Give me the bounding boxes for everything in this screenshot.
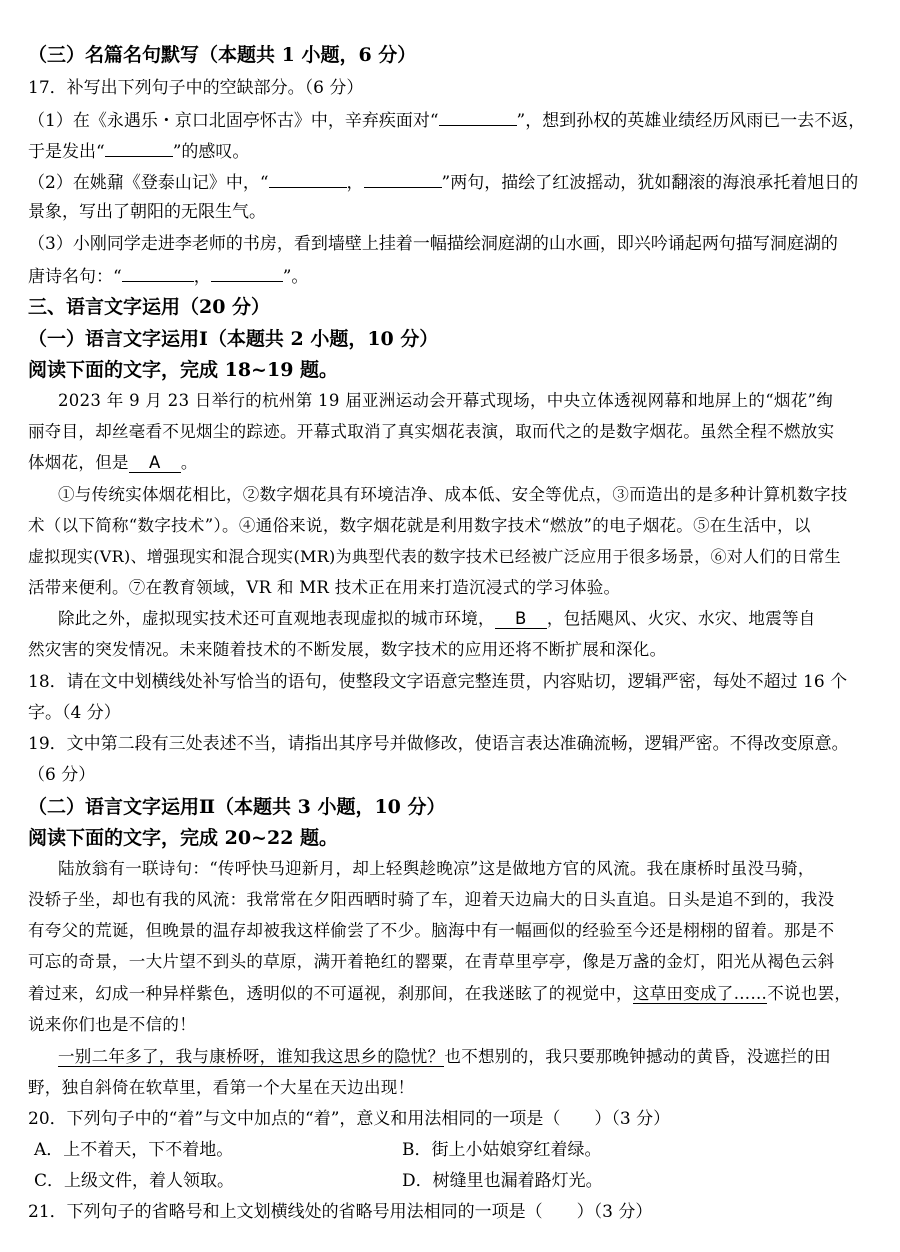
q19-line1: 19．文中第二段有三处表述不当，请指出其序号并做修改，使语言表达准确流畅，逻辑严密。不得改变原意。 [28, 734, 849, 754]
q17-p1-text-d: ”的感叹。 [172, 142, 250, 162]
q20-option-a[interactable]: A．上不着天，下不着地。 [34, 1140, 234, 1160]
q21-stem: 21．下列句子的省略号和上文划横线处的省略号用法相同的一项是（ ）（3 分） [28, 1202, 653, 1222]
q17-part2-line2: 景象，写出了朝阳的无限生气。 [28, 202, 266, 222]
passage2-line1: 陆放翁有一联诗句：“传呼快马迎新月，却上轻舆趁晚凉”这是做地方官的风流。我在康桥时虽没马骑， [58, 859, 815, 878]
underlined-phrase: 这草田变成了…… [632, 984, 768, 1003]
q17-p1-text-a: （1）在《永遇乐・京口北固亭怀古》中，辛弃疾面对“ [28, 111, 439, 131]
q17-p3-text-c: ”。 [282, 267, 309, 287]
q18-line2: 字。（4 分） [28, 703, 121, 723]
q17-p1-text-c: 于是发出“ [28, 142, 105, 162]
passage1-line7: 活带来便利。⑦在教育领域，VR 和 MR 技术正在用来打造沉浸式的学习体验。 [28, 578, 621, 597]
q17-p2-text-a: （2）在姚鼐《登泰山记》中，“ [28, 173, 269, 193]
passage2-line7 [58, 1049, 874, 1066]
passage1-line6: 虚拟现实(VR)、增强现实和混合现实(MR)为典型代表的数字技术已经被广泛应用于很多场景，⑥对人们的日常生 [28, 547, 841, 566]
reading-instruction-2: 阅读下面的文字，完成 20~22 题。 [28, 827, 339, 849]
passage2-line7-text: 也不想别的，我只要那晚钟撼动的黄昏，没遮拦的田 [444, 1047, 831, 1066]
answer-blank[interactable] [105, 142, 173, 157]
passage1-line4: ①与传统实体烟花相比，②数字烟花具有环境洁净、成本低、安全等优点，③而造出的是多种计算机数字技 [58, 485, 848, 504]
passage1-line2: 丽夺目，却丝毫看不见烟尘的踪迹。开幕式取消了真实烟花表演，取而代之的是数字烟花。虽然全程不燃放实 [28, 422, 835, 441]
passage2-line4: 可忘的奇景，一大片望不到头的草原，满开着艳红的罂粟，在青草里亭亭，像是万盏的金灯，阳光从褐色云斜 [28, 952, 835, 971]
section-heading-recitation: （三）名篇名句默写（本题共 1 小题，6 分） [28, 44, 417, 66]
q20-option-b[interactable]: B．街上小姑娘穿红着绿。 [402, 1140, 602, 1160]
q17-part1-line1 [28, 111, 874, 130]
passage2-line6: 说来你们也是不信的！ [28, 1015, 196, 1034]
passage1-line1: 2023 年 9 月 23 日举行的杭州第 19 届亚洲运动会开幕式现场，中央立体透视网幕和地屏上的“烟花”绚 [58, 391, 834, 410]
passage1-line3 [28, 455, 874, 473]
passage1-line8-end: ，包括飓风、火灾、水灾、地震等自 [546, 609, 816, 628]
passage1-line5: 术（以下简称“数字技术”）。④通俗来说，数字烟花就是利用数字技术“燃放”的电子烟花。⑤在生活中，以 [28, 516, 811, 535]
q17-part3-line2 [28, 267, 874, 286]
passage2-line8: 野，独自斜倚在软草里，看第一个大星在天边出现！ [28, 1078, 415, 1097]
q17-part3-line1: （3）小刚同学走进李老师的书房，看到墙壁上挂着一幅描绘洞庭湖的山水画，即兴吟诵起两句描写洞庭湖的 [28, 234, 838, 254]
passage1-line8 [58, 611, 874, 629]
subsection2-title: （二）语言文字运用Ⅱ（本题共 3 小题，10 分） [28, 796, 446, 818]
answer-blank[interactable] [364, 173, 442, 188]
answer-blank[interactable] [211, 267, 283, 282]
q20-stem: 20．下列句子中的“着”与文中加点的“着”，意义和用法相同的一项是（ ）（3 分） [28, 1109, 671, 1129]
q19-line2: （6 分） [28, 765, 96, 785]
part3-title: 三、语言文字运用（20 分） [28, 296, 271, 318]
passage1-line9: 然灾害的突发情况。未来随着技术的不断发展，数字技术的应用还将不断扩展和深化。 [28, 640, 667, 659]
passage2-line5 [28, 986, 874, 1003]
q17-p2-sep: ， [346, 173, 364, 193]
passage2-line5-end: 不说也罢， [767, 984, 852, 1003]
passage1-line3-text: 体烟花，但是 [28, 453, 129, 472]
passage1-line3-end: 。 [180, 453, 198, 472]
q17-p3-sep: ， [193, 267, 211, 287]
subsection1-title: （一）语言文字运用Ⅰ（本题共 2 小题，10 分） [28, 328, 439, 350]
q17-part2-line1 [28, 173, 874, 192]
q17-stem: 17．补写出下列句子中的空缺部分。（6 分） [28, 78, 364, 98]
passage2-line5-text: 着过来，幻成一种异样紫色，透明似的不可逼视，刹那间，在我迷眩了的视觉中， [28, 984, 633, 1003]
blank-A[interactable]: A [129, 455, 181, 473]
passage2-line2: 没轿子坐，却也有我的风流：我常常在夕阳西晒时骑了车，迎着天边扁大的日头直追。日头是追不到的，我没 [28, 890, 835, 909]
answer-blank[interactable] [122, 267, 194, 282]
q20-option-d[interactable]: D．树缝里也漏着路灯光。 [402, 1171, 603, 1191]
q17-part1-line2 [28, 142, 874, 161]
q17-p1-text-b: ”，想到孙权的英雄业绩经历风雨已一去不返， [516, 111, 866, 131]
passage2-line3: 有夸父的荒诞，但晚景的温存却被我这样偷尝了不少。脑海中有一幅画似的经验至今还是栩栩的留着。那是不 [28, 921, 835, 940]
q17-p2-text-b: ”两句，描绘了红波摇动，犹如翻滚的海浪承托着旭日的 [441, 173, 859, 193]
blank-B[interactable]: B [495, 611, 547, 629]
underlined-sentence: 一别二年多了，我与康桥呀，谁知我这思乡的隐忧？ [58, 1047, 445, 1066]
q18-line1: 18．请在文中划横线处补写恰当的语句，使整段文字语意完整连贯，内容贴切，逻辑严密，每处不超过 16 个 [28, 672, 848, 692]
passage1-line8-text: 除此之外，虚拟现实技术还可直观地表现虚拟的城市环境， [58, 609, 495, 628]
reading-instruction-1: 阅读下面的文字，完成 18~19 题。 [28, 359, 339, 381]
answer-blank[interactable] [269, 173, 347, 188]
answer-blank[interactable] [439, 111, 517, 126]
q20-option-c[interactable]: C．上级文件，着人领取。 [34, 1171, 235, 1191]
q17-p3-text-b: 唐诗名句：“ [28, 267, 122, 287]
